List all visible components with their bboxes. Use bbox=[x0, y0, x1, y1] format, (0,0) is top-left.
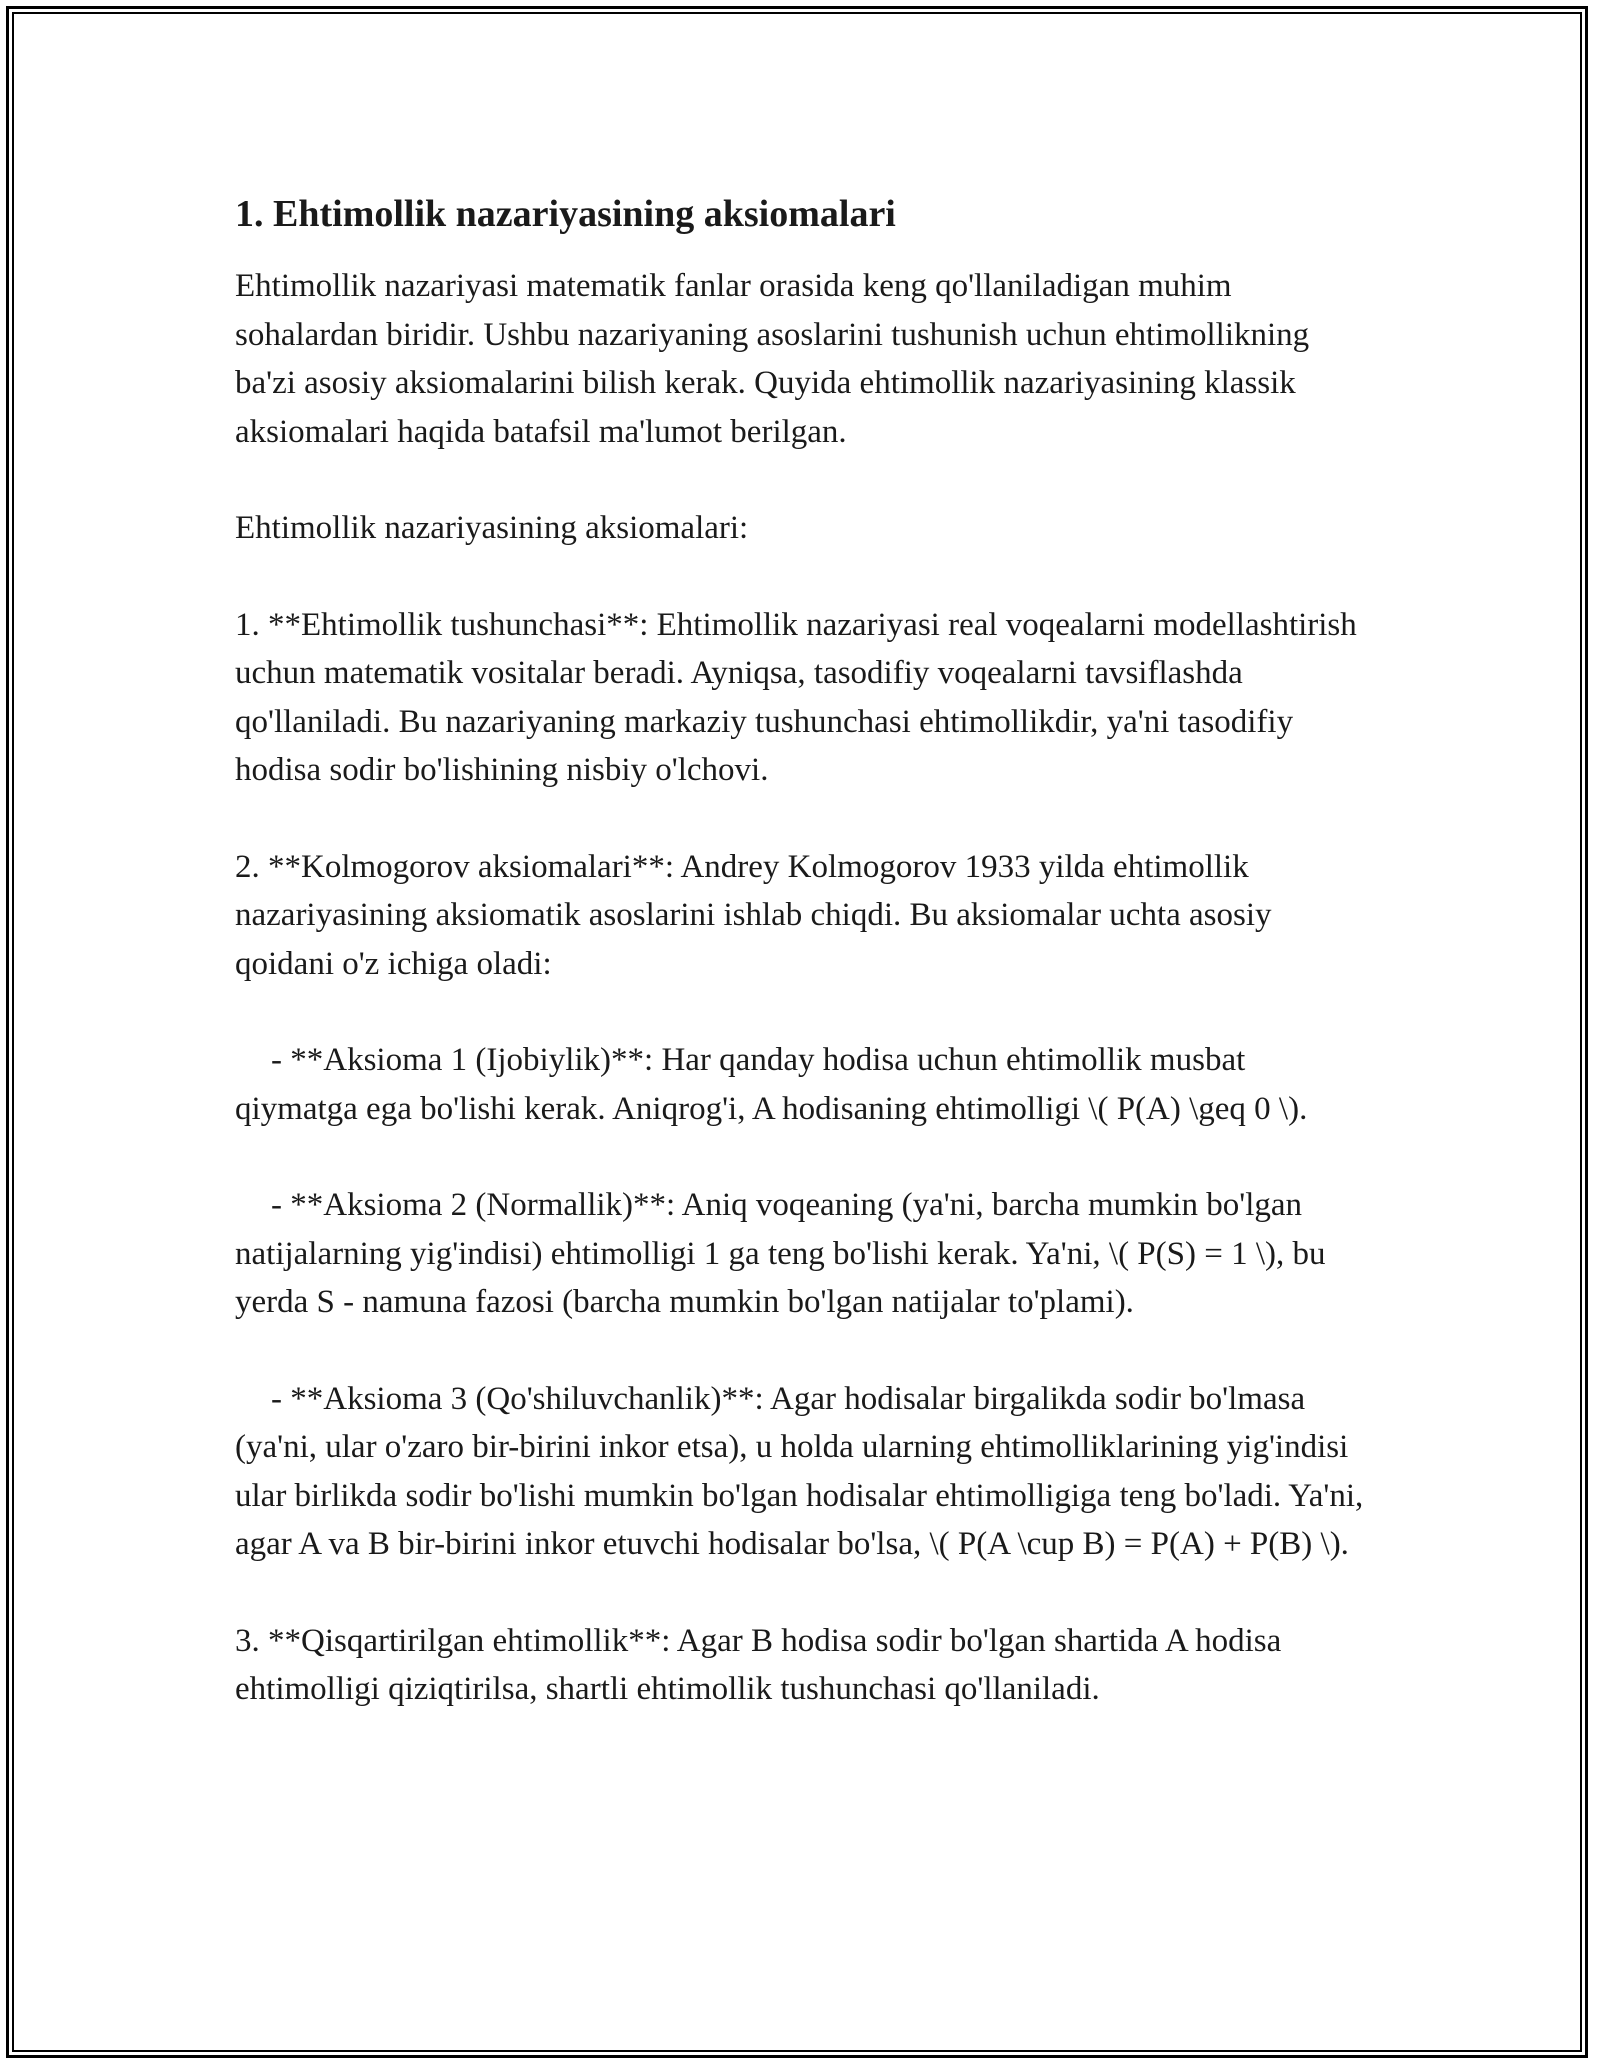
axiom-3-additivity: - **Aksioma 3 (Qo'shiluvchanlik)**: Agar hodisalar birgalikda sodir bo'lmasa (ya'ni, ular o'zaro bir-birini inkor etsa), u holda ularning ehtimolliklarining yig'indisi ular birlikda sodir bo'lishi mumkin bo'lgan hodisalar ehtimolligiga teng bo'ladi. Ya'ni, agar A va B bir-birini inkor etuvchi hodisalar bo'lsa, \( P(A \cup B) = P(A) + P(B) \). bbox=[235, 1380, 1364, 1562]
axiom-1-positivity: - **Aksioma 1 (Ijobiylik)**: Har qanday hodisa uchun ehtimollik musbat qiymatga ega bo'lishi kerak. Aniqrog'i, A hodisaning ehtimolligi \( P(A) \geq 0 \). bbox=[235, 1042, 1308, 1127]
item-probability-concept: 1. **Ehtimollik tushunchasi**: Ehtimollik nazariyasi real voqealarni modellashtirish uchun matematik vositalar beradi. Ayniqsa, tasodifiy voqealarni tavsiflashda qo'llaniladi. Bu nazariyaning markaziy tushunchasi ehtimollikdir, ya'ni tasodifiy hodisa sodir bo'lishining nisbiy o'lchovi. bbox=[235, 606, 1357, 788]
document-body bbox=[235, 186, 1375, 1762]
document-title: 1. Ehtimollik nazariyasining aksiomalari bbox=[235, 193, 896, 235]
axiom-2-normalization: - **Aksioma 2 (Normallik)**: Aniq voqeaning (ya'ni, barcha mumkin bo'lgan natijalarning yig'indisi) ehtimolligi 1 ga teng bo'lishi kerak. Ya'ni, \( P(S) = 1 \), bu yerda S - namuna fazosi (barcha mumkin bo'lgan natijalar to'plami). bbox=[235, 1187, 1326, 1320]
item-conditional-probability: 3. **Qisqartirilgan ehtimollik**: Agar B hodisa sodir bo'lgan shartida A hodisa ehtimolligi qiziqtirilsa, shartli ehtimollik tushunchasi qo'llaniladi. bbox=[235, 1622, 1282, 1707]
item-kolmogorov-axioms: 2. **Kolmogorov aksiomalari**: Andrey Kolmogorov 1933 yilda ehtimollik nazariyasining aksiomatik asoslarini ishlab chiqdi. Bu aksiomalar uchta asosiy qoidani o'z ichiga oladi: bbox=[235, 848, 1272, 982]
intro-paragraph: Ehtimollik nazariyasi matematik fanlar orasida keng qo'llaniladigan muhim sohalardan biridir. Ushbu nazariyaning asoslarini tushunish uchun ehtimollikning ba'zi asosiy aksiomalarini bilish kerak. Quyida ehtimollik nazariyasining klassik aksiomalari haqida batafsil ma'lumot berilgan. bbox=[235, 268, 1310, 450]
axioms-heading-paragraph: Ehtimollik nazariyasining aksiomalari: bbox=[235, 510, 749, 546]
